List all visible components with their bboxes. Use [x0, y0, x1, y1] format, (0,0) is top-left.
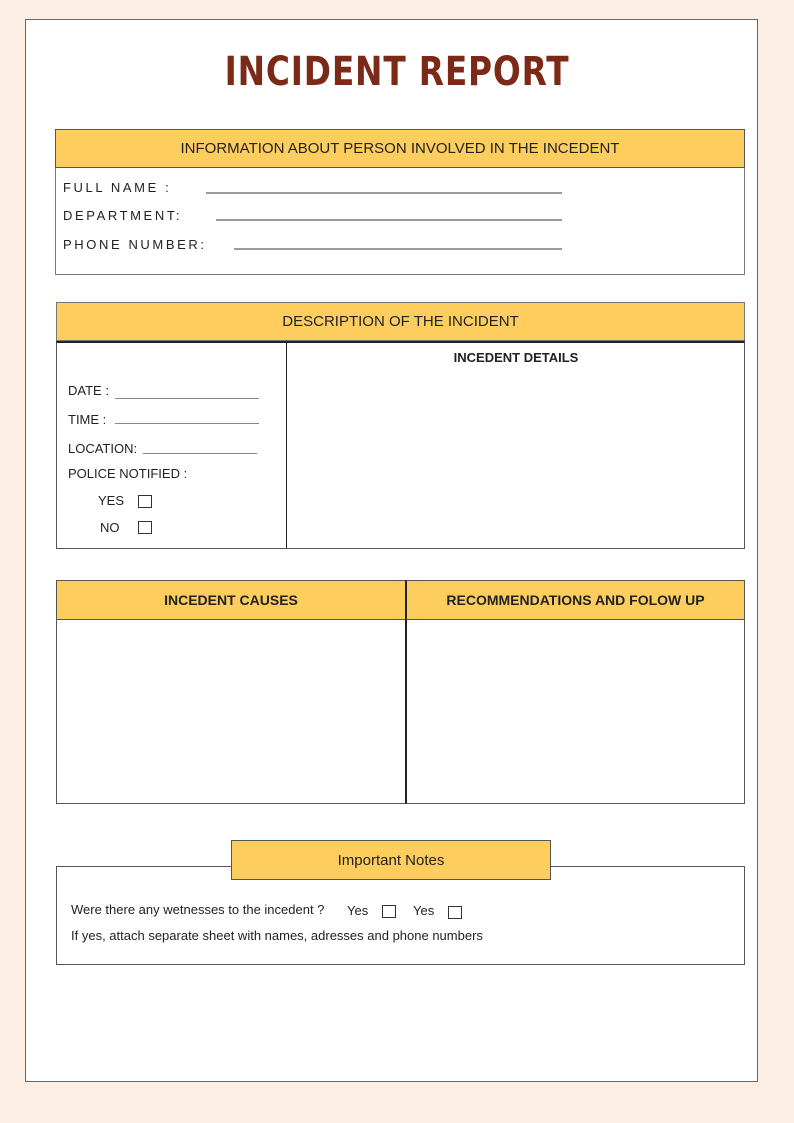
department-label: DEPARTMENT:	[63, 208, 183, 223]
time-input-line[interactable]	[115, 423, 259, 424]
witnesses-yes-label-1: Yes	[347, 903, 369, 918]
department-input-line[interactable]	[216, 219, 562, 221]
witnesses-checkbox-2[interactable]	[448, 906, 462, 919]
police-yes-label: YES	[98, 493, 125, 508]
incident-causes-body[interactable]	[56, 619, 406, 804]
witnesses-yes-label-2: Yes	[413, 903, 435, 918]
location-input-line[interactable]	[143, 453, 257, 454]
page-title: INCIDENT REPORT	[224, 49, 570, 95]
police-no-label: NO	[100, 520, 120, 535]
recommendations-header: RECOMMENDATIONS AND FOLOW UP	[405, 580, 745, 620]
witnesses-question: Were there any wetnesses to the incedent ?	[71, 902, 325, 917]
full-name-input-line[interactable]	[206, 192, 562, 194]
recommendations-body[interactable]	[405, 619, 745, 804]
phone-number-label: PHONE NUMBER:	[63, 237, 207, 252]
full-name-label: FULL NAME :	[63, 180, 172, 195]
witnesses-instruction: If yes, attach separate sheet with names, adresses and phone numbers	[71, 928, 483, 943]
incident-causes-header: INCEDENT CAUSES	[56, 580, 406, 620]
police-yes-checkbox[interactable]	[138, 495, 152, 508]
incident-details-title: INCEDENT DETAILS	[453, 350, 579, 365]
date-label: DATE :	[68, 383, 109, 398]
phone-number-input-line[interactable]	[234, 248, 562, 250]
important-notes-header: Important Notes	[231, 840, 551, 880]
time-label: TIME :	[68, 412, 107, 427]
witnesses-checkbox-1[interactable]	[382, 905, 396, 918]
person-info-header: INFORMATION ABOUT PERSON INVOLVED IN THE INCEDENT	[55, 129, 745, 168]
date-input-line[interactable]	[115, 398, 259, 399]
description-header: DESCRIPTION OF THE INCIDENT	[56, 302, 745, 341]
police-no-checkbox[interactable]	[138, 521, 152, 534]
police-notified-label: POLICE NOTIFIED :	[68, 466, 188, 481]
incident-details-panel[interactable]	[287, 341, 745, 549]
location-label: LOCATION:	[68, 441, 138, 456]
